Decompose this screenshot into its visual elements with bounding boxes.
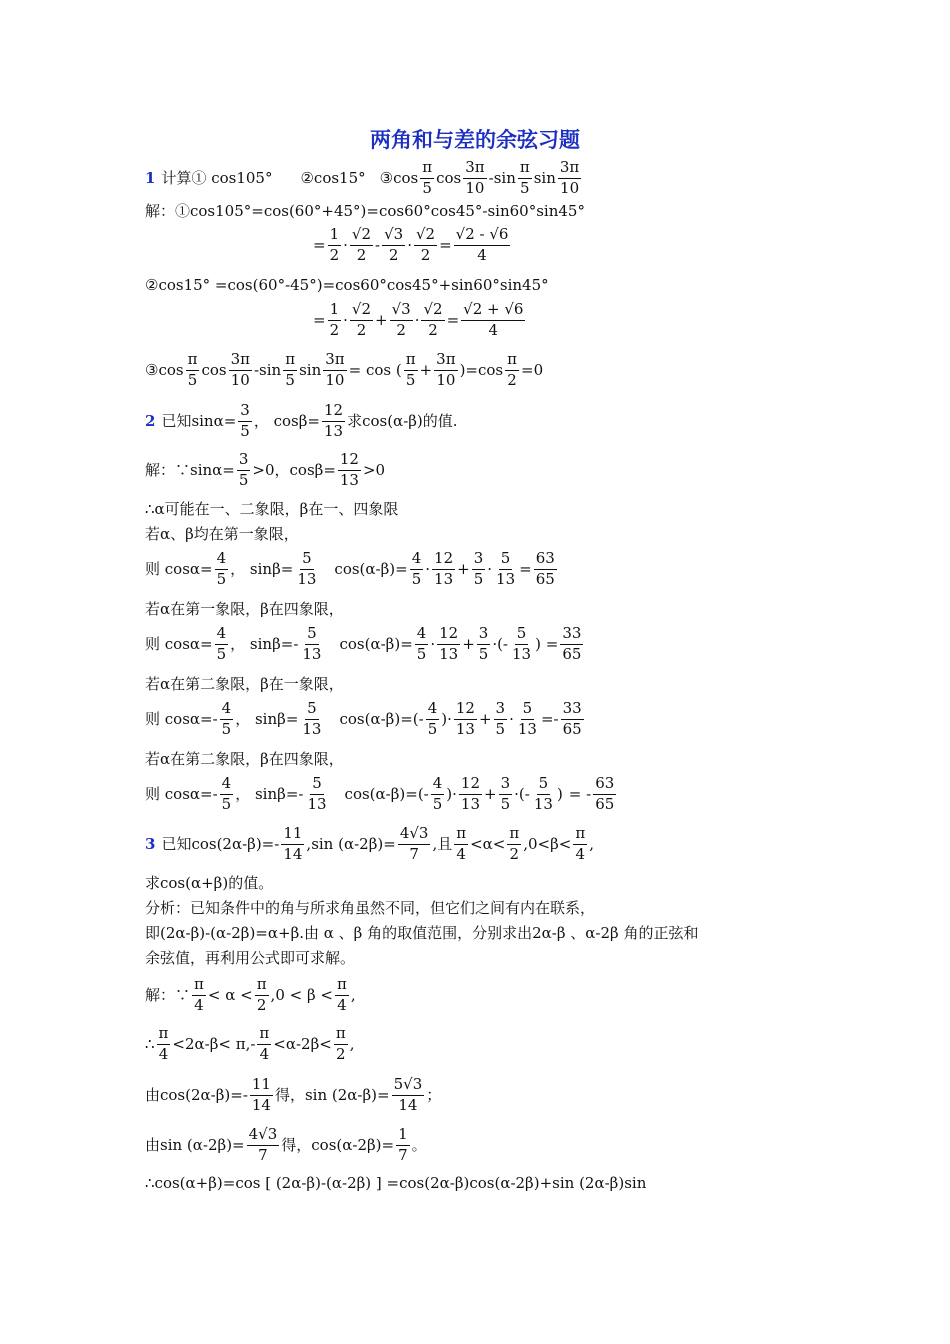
problem-2: 2 已知sinα= $\frac{3}{5}$ ， cosβ= $\frac{12}{13}$ 求cos(α-β)的值. <box>145 401 458 440</box>
fraction: π 5 <box>519 158 530 197</box>
solution-2-line: 解：∵sinα= $\frac{3}{5}$ >0，cosβ= $\frac{12}{13}$ >0 <box>145 450 386 489</box>
fraction: 3π 10 <box>465 158 485 197</box>
fraction: 5 13 <box>533 774 553 813</box>
fraction: 12 13 <box>460 774 481 813</box>
fraction: $\frac{3}{5}$ <box>495 699 506 738</box>
text: cos <box>436 168 462 187</box>
solution-1-line: ②cos15° =cos(60°-45°)=cos60°cos45°+sin60°sin45° <box>145 276 549 294</box>
fraction: $\frac{5}{13}$ <box>496 549 516 588</box>
fraction: $\frac{√3}{2}$ <box>391 300 411 339</box>
problem-number: 3 <box>145 834 156 853</box>
fraction: $\frac{4}{5}$ <box>411 549 422 588</box>
fraction: π 4 <box>194 975 204 1014</box>
fraction: $\frac{3}{5}$ <box>240 401 250 440</box>
solution-2-line: ∴α可能在一、二象限，β在一、四象限 <box>145 500 399 518</box>
solution-2-case: 则 cosα= $\frac{4}{5}$ ， sinβ=- 5 13 cos(α-β)= $\frac{4}{5}$ · 12 13 + $\frac{3}{5}$ ·(- 5 13 ) = $\frac{33}{65}$ <box>145 624 582 663</box>
solution-2-line: 若α在第二象限，β在四象限， <box>145 750 344 768</box>
fraction: $\frac{4}{5}$ <box>216 624 227 663</box>
solution-2-case: 则 cosα=- 4 5 ， sinβ=- 5 13 cos(α-β)=(- 4 5 )· 12 13 + $\frac{3}{5}$ ·(- 5 13 ) = - 63 65 <box>145 774 615 813</box>
fraction: $\frac{5}{13}$ <box>517 699 537 738</box>
solution-3-line: ∴cos(α+β)=cos [ (2α-β)-(α-2β) ] =cos(2α-β)cos(α-2β)+sin (2α-β)sin <box>145 1174 647 1192</box>
fraction: $\frac{√2 + √6}{4}$ <box>463 300 524 339</box>
fraction: $\frac{12}{13}$ <box>323 401 344 440</box>
problem-3-line: 分析：已知条件中的角与所求角虽然不同，但它们之间有内在联系， <box>145 899 596 917</box>
fraction: π 4 <box>456 824 467 863</box>
fraction: $\frac{4}{5}$ <box>216 549 227 588</box>
fraction: √3 2 <box>384 225 404 264</box>
fraction: $\frac{√2}{2}$ <box>423 300 443 339</box>
solution-1-calc-a: = $\frac{1}{2}$ · √2 2 - √3 2 · $\frac{√2}{2}$ = $\frac{√2 - √6}{4}$ <box>313 225 509 264</box>
solution-2-case: 则 cosα=- 4 5 ， sinβ= $\frac{5}{13}$ cos(α-β)=(- 4 5 )· 12 13 + $\frac{3}{5}$ · $\frac{5}{13}$ =- 33 65 <box>145 699 582 738</box>
fraction: $\frac{4√3}{7}$ <box>248 1125 278 1164</box>
page-title: 两角和与差的余弦习题 <box>370 127 580 152</box>
fraction: $\frac{1}{7}$ <box>398 1125 408 1164</box>
fraction: 33 65 <box>562 699 582 738</box>
fraction: $\frac{√2}{2}$ <box>415 225 436 264</box>
solution-2-line: 若α在第一象限，β在四象限， <box>145 600 344 618</box>
fraction: 12 13 <box>455 699 475 738</box>
solution-2-line: 若α、β均在第一象限， <box>145 525 299 543</box>
solution-3-line: 解：∵ π 4 < α < π 2 ,0 < β < π 4 , <box>145 975 356 1014</box>
fraction: 12 13 <box>434 549 454 588</box>
fraction: $\frac{12}{13}$ <box>339 450 359 489</box>
fraction: 5 13 <box>512 624 532 663</box>
fraction: π 4 <box>575 824 586 863</box>
fraction: 11 14 <box>251 1075 271 1114</box>
fraction: π 2 <box>509 824 520 863</box>
fraction: $\frac{3}{5}$ <box>238 450 249 489</box>
fraction: π 5 <box>187 350 198 389</box>
fraction: 3π 10 <box>559 158 580 197</box>
solution-3-line: ∴ π 4 <2α-β< π,- π 4 <α-2β< π 2 , <box>145 1024 355 1063</box>
fraction: 4 5 <box>432 774 443 813</box>
fraction: π 5 <box>422 158 433 197</box>
fraction: $\frac{\pi}{2}$ <box>507 350 517 389</box>
fraction: $\frac{33}{65}$ <box>562 624 582 663</box>
fraction: π 2 <box>335 1024 346 1063</box>
fraction: 63 65 <box>595 774 615 813</box>
fraction: 12 13 <box>439 624 459 663</box>
problem-number: 1 <box>145 168 156 187</box>
fraction: $\frac{4}{5}$ <box>416 624 427 663</box>
text: sin <box>533 168 556 187</box>
fraction: π 5 <box>405 350 416 389</box>
fraction: $\frac{3}{5}$ <box>500 774 511 813</box>
problem-3-line: 余弦值，再利用公式即可求解。 <box>145 949 356 967</box>
fraction: π 4 <box>259 1024 270 1063</box>
solution-3-line: 由sin (α-2β)= $\frac{4√3}{7}$ 得，cos(α-2β)= $\frac{1}{7}$ 。 <box>145 1125 427 1164</box>
fraction: $\frac{5√3}{14}$ <box>393 1075 423 1114</box>
fraction: $\frac{1}{2}$ <box>329 300 340 339</box>
fraction: √2 2 <box>351 225 372 264</box>
problem-number: 2 <box>145 411 156 430</box>
fraction: $\frac{1}{2}$ <box>329 225 340 264</box>
text: ③cos <box>379 168 419 187</box>
fraction: $\frac{4√3}{7}$ <box>399 824 429 863</box>
solution-2-line: 若α在第二象限，β在一象限， <box>145 675 344 693</box>
fraction: $\frac{3\pi}{10}$ <box>436 350 456 389</box>
fraction: π 2 <box>256 975 267 1014</box>
fraction: π 4 <box>158 1024 169 1063</box>
text: 计算① cos105° <box>161 168 273 187</box>
fraction: $\frac{5}{13}$ <box>302 699 322 738</box>
fraction: π 5 <box>285 350 296 389</box>
fraction: 5 13 <box>302 624 322 663</box>
fraction: 11 14 <box>283 824 303 863</box>
fraction: $\frac{5}{13}$ <box>297 549 317 588</box>
problem-3-line: 求cos(α+β)的值。 <box>145 874 274 892</box>
fraction: $\frac{√2 - √6}{4}$ <box>455 225 509 264</box>
problem-1 <box>145 160 583 197</box>
solution-1-calc-b: = $\frac{1}{2}$ · √2 2 + $\frac{√3}{2}$ · $\frac{√2}{2}$ = $\frac{√2 + √6}{4}$ <box>313 300 524 339</box>
solution-2-case: 则 cosα= $\frac{4}{5}$ ， sinβ= $\frac{5}{13}$ cos(α-β)= $\frac{4}{5}$ · 12 13 + $\frac{3}{5}$ · $\frac{5}{13}$ = $\frac{63}{65}$ <box>145 549 555 588</box>
fraction: $\frac{3}{5}$ <box>473 549 484 588</box>
problem-3: 3 已知cos(2α-β)=- 11 14 ,sin (α-2β)= $\frac{4√3}{7}$ ,且 π 4 <α< π 2 ,0<β< π 4 , <box>145 824 595 863</box>
text: ②cos15° <box>300 168 366 187</box>
fraction: $\frac{3}{5}$ <box>478 624 489 663</box>
fraction: $\frac{63}{65}$ <box>535 549 555 588</box>
solution-1-line: 解：①cos105°=cos(60°+45°)=cos60°cos45°-sin60°sin45° <box>145 202 585 220</box>
fraction: 4 5 <box>427 699 438 738</box>
solution-3-line: 由cos(2α-β)=- 11 14 得，sin (2α-β)= $\frac{5√3}{14}$ ； <box>145 1075 442 1114</box>
fraction: π 4 <box>336 975 347 1014</box>
fraction: 5 13 <box>307 774 327 813</box>
fraction: 4 5 <box>221 699 232 738</box>
text: -sin <box>488 168 516 187</box>
fraction: √2 2 <box>351 300 372 339</box>
fraction: 3π 10 <box>230 350 250 389</box>
solution-1-calc-c: ③cos π 5 cos 3π 10 -sin π 5 sin $\frac{3\pi}{10}$ = cos ( π 5 + $\frac{3\pi}{10}$ )=cos $\frac{\pi}{2}$ =0 <box>145 350 544 389</box>
fraction: $\frac{3\pi}{10}$ <box>325 350 345 389</box>
fraction: 4 5 <box>221 774 232 813</box>
problem-3-line: 即(2α-β)-(α-2β)=α+β.由 α 、β 角的取值范围，分别求出2α-β 、α-2β 角的正弦和 <box>145 924 699 942</box>
